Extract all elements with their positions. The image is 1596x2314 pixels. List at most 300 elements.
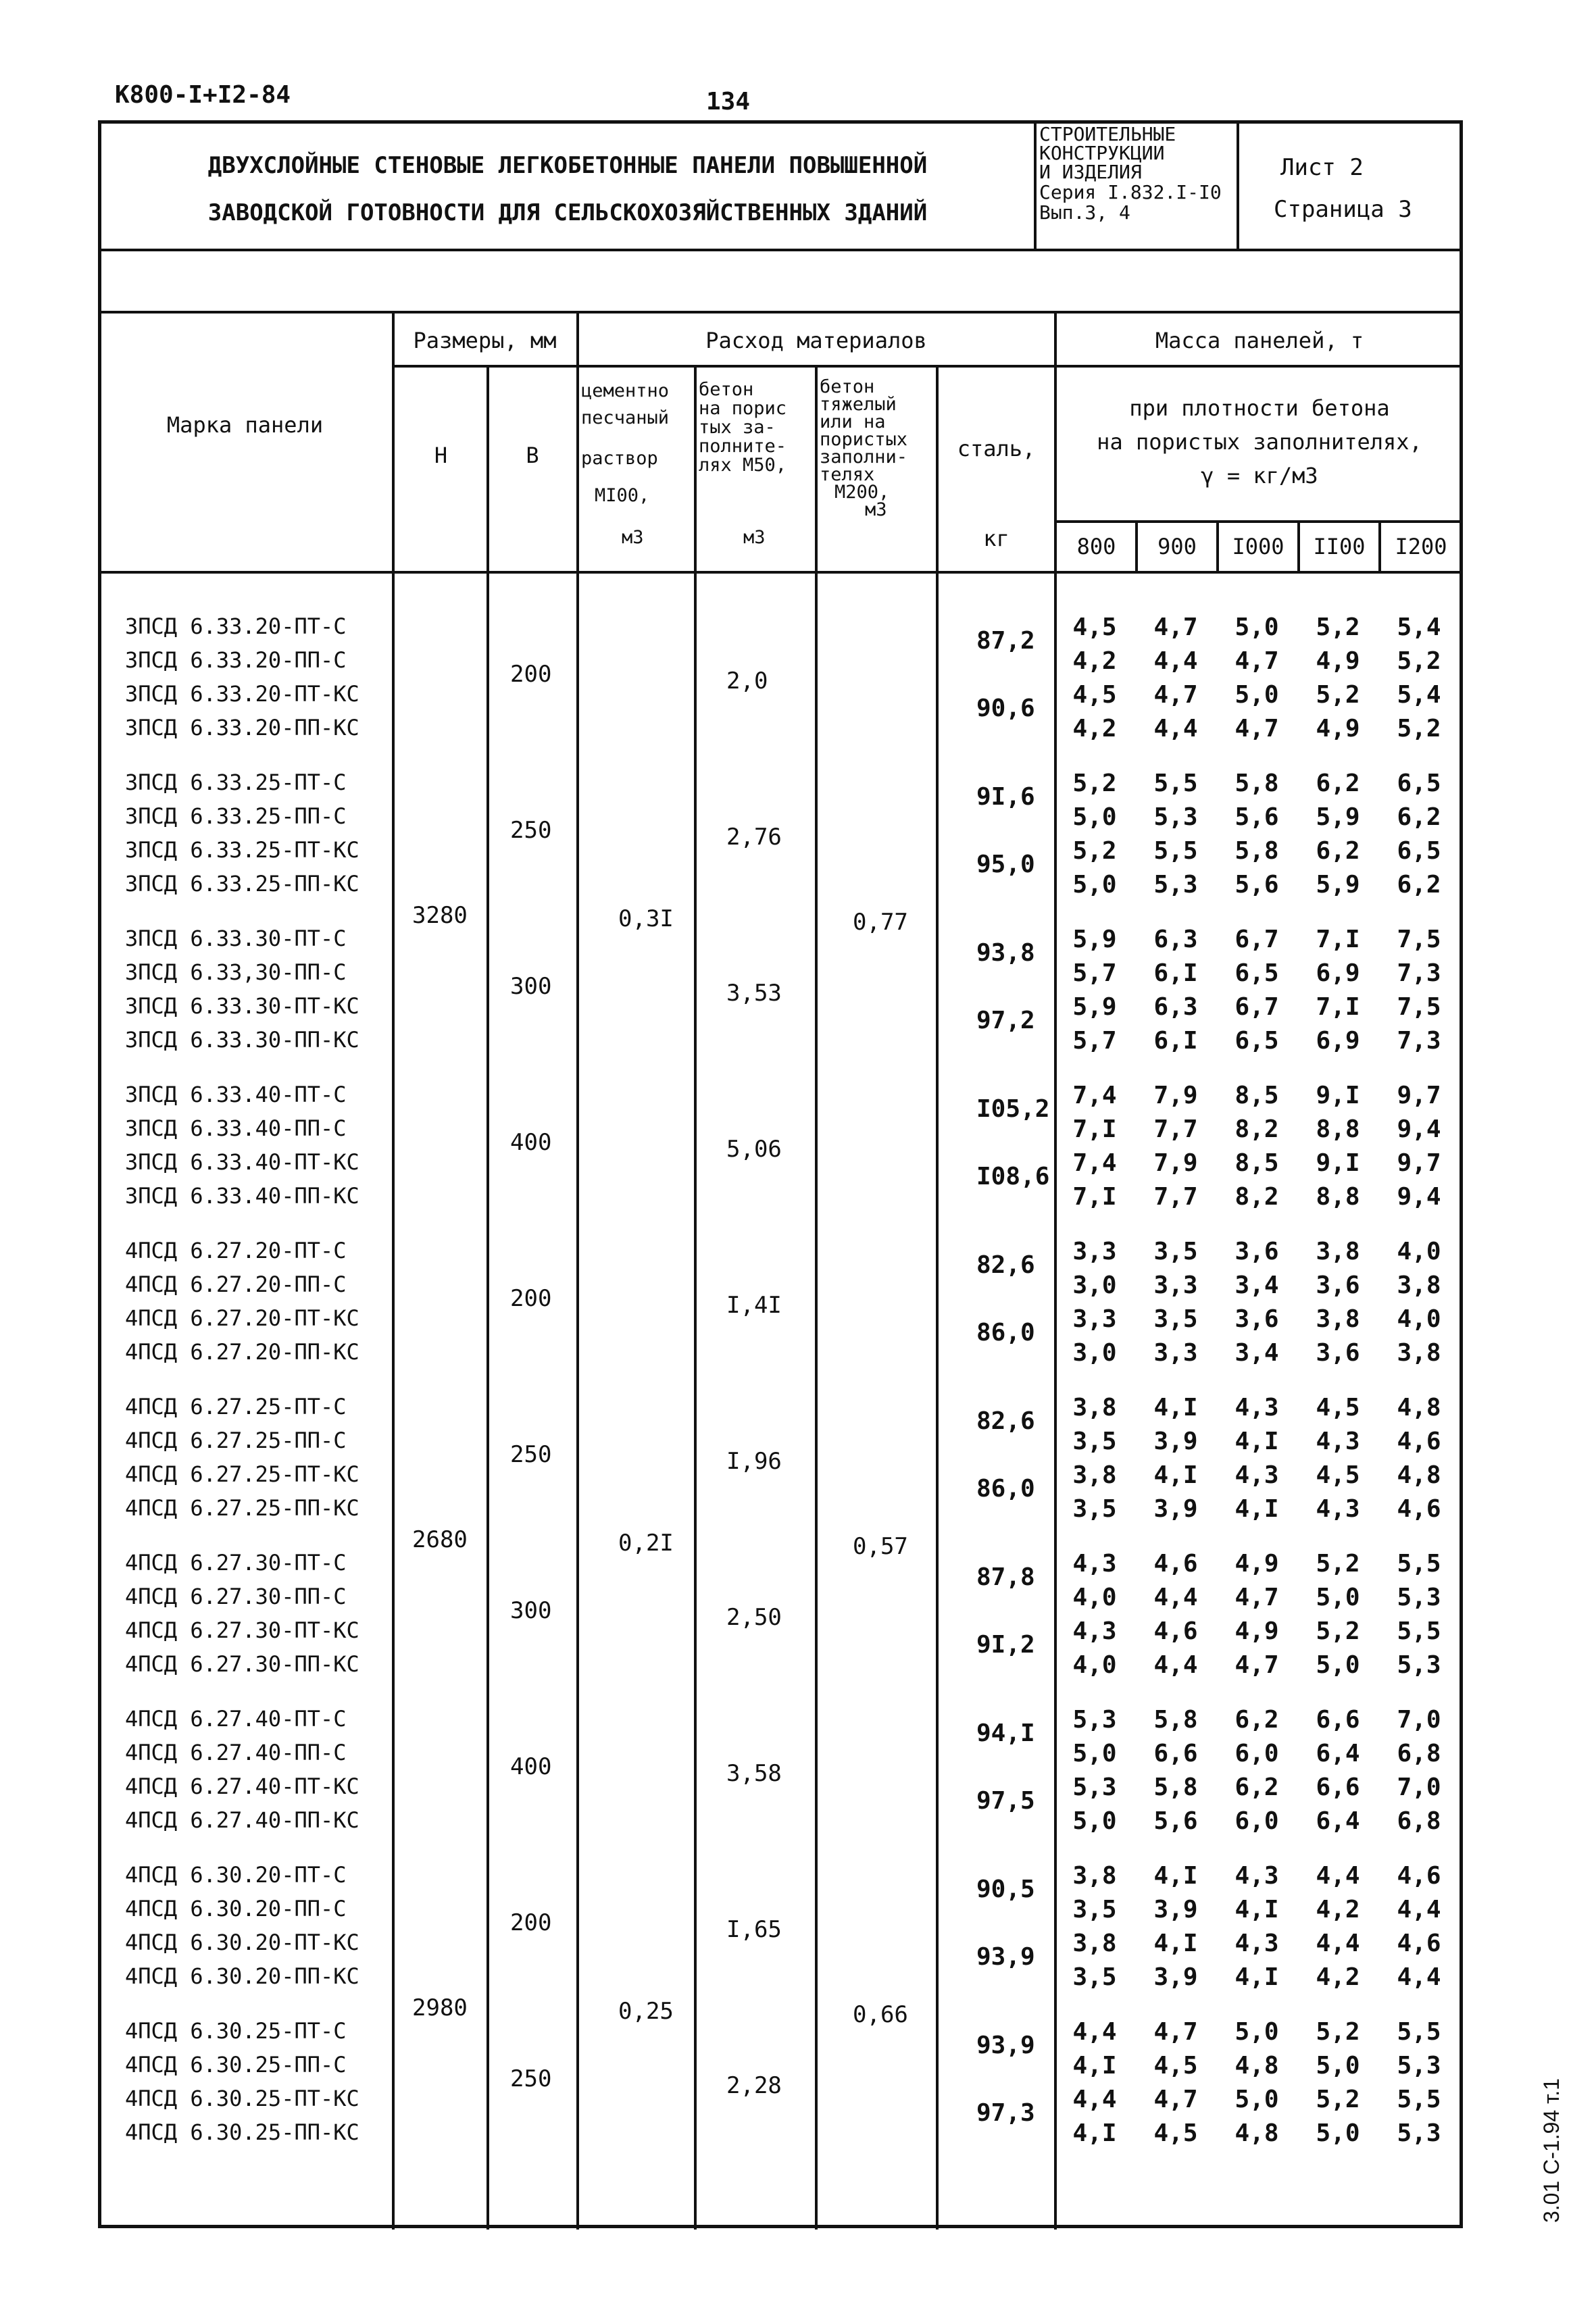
porous-concrete: 3,58 <box>726 1760 782 1787</box>
mass-value: 5,4 <box>1397 613 1441 641</box>
mass-value: 4,8 <box>1235 2119 1279 2147</box>
porous-line-3: тых за- <box>699 417 776 438</box>
mass-value: 4,4 <box>1153 647 1198 675</box>
b-size: 300 <box>510 1597 552 1624</box>
mass-value: 4,7 <box>1235 647 1279 675</box>
mass-value: 6,3 <box>1153 926 1198 953</box>
panel-mark: 3ПСД 6.33.20-ПП-КС <box>125 715 359 740</box>
porous-concrete: 2,0 <box>726 668 768 695</box>
mass-value: 4,4 <box>1316 1862 1360 1890</box>
mass-value: 5,3 <box>1397 2052 1441 2080</box>
mass-value: 5,5 <box>1153 770 1198 797</box>
mortar-line-3: раствор <box>581 448 658 469</box>
panel-mark: 3ПСД 6.33.20-ПП-С <box>125 647 347 673</box>
b-size: 200 <box>510 1285 552 1312</box>
b-size: 400 <box>510 1129 552 1156</box>
mortar-volume: 0,3I <box>618 905 674 932</box>
steel-value: 87,2 <box>976 627 1035 655</box>
mass-value: 3,4 <box>1235 1272 1279 1299</box>
mass-value: 4,5 <box>1153 2119 1198 2147</box>
mass-value: 4,I <box>1072 2119 1117 2147</box>
mass-value: 6,4 <box>1316 1807 1360 1835</box>
mass-value: 4,4 <box>1153 1651 1198 1679</box>
mass-value: 5,0 <box>1316 1651 1360 1679</box>
mass-value: 5,8 <box>1153 1706 1198 1734</box>
panel-mark: 4ПСД 6.27.30-ПП-С <box>125 1584 347 1609</box>
mass-value: 5,3 <box>1072 1706 1117 1734</box>
panel-mark: 4ПСД 6.27.30-ПП-КС <box>125 1651 359 1677</box>
mass-value: 6,2 <box>1397 803 1441 831</box>
mass-value: 5,2 <box>1397 715 1441 743</box>
divider <box>1237 120 1239 249</box>
heavy-line-2: тяжелый <box>820 394 897 415</box>
panel-mark: 3ПСД 6.33.25-ПТ-С <box>125 770 347 795</box>
mass-value: 7,4 <box>1072 1082 1117 1109</box>
mass-value: 5,0 <box>1235 2018 1279 2046</box>
mass-value: 3,5 <box>1072 1963 1117 1991</box>
porous-line-5: лях М50, <box>699 455 787 476</box>
panel-mark: 4ПСД 6.27.25-ПТ-С <box>125 1394 347 1419</box>
divider <box>576 311 579 2230</box>
title-line-2: ЗАВОДСКОЙ ГОТОВНОСТИ ДЛЯ СЕЛЬСКОХОЗЯЙСТВЕННЫХ ЗДАНИЙ <box>207 199 928 226</box>
porous-concrete: 5,06 <box>726 1136 782 1163</box>
mass-value: 6,2 <box>1316 770 1360 797</box>
divider <box>98 311 1463 313</box>
divider <box>1054 520 1463 523</box>
mortar-volume: 0,25 <box>618 1997 674 2025</box>
mass-value: 3,8 <box>1072 1862 1117 1890</box>
series-line-1: СТРОИТЕЛЬНЫЕ <box>1039 123 1176 145</box>
mass-value: 3,8 <box>1072 1930 1117 1957</box>
mass-value: 4,I <box>1235 1428 1279 1455</box>
heavy-concrete: 0,66 <box>853 2001 908 2028</box>
mass-value: 4,4 <box>1072 2086 1117 2113</box>
mass-value: 4,4 <box>1153 1584 1198 1611</box>
mass-value: 5,0 <box>1072 1807 1117 1835</box>
mass-value: 7,I <box>1072 1115 1117 1143</box>
mass-value: 4,9 <box>1235 1550 1279 1578</box>
panel-mark: 4ПСД 6.30.20-ПТ-КС <box>125 1930 359 1955</box>
steel-value: 90,6 <box>976 695 1035 722</box>
mass-value: 5,2 <box>1072 837 1117 865</box>
mortar-volume: 0,2I <box>618 1529 674 1557</box>
mass-value: 4,0 <box>1072 1584 1117 1611</box>
steel-value: 93,9 <box>976 1943 1035 1971</box>
mass-value: 5,4 <box>1397 681 1441 709</box>
mass-value: 5,8 <box>1235 770 1279 797</box>
panel-mark: 4ПСД 6.30.25-ПТ-С <box>125 2018 347 2044</box>
panel-mark: 4ПСД 6.30.20-ПП-С <box>125 1896 347 1921</box>
steel-value: 93,9 <box>976 2032 1035 2059</box>
panel-mark: 4ПСД 6.27.40-ПП-КС <box>125 1807 359 1833</box>
mass-value: 3,5 <box>1072 1896 1117 1923</box>
mass-value: 4,3 <box>1316 1428 1360 1455</box>
mass-value: 5,6 <box>1153 1807 1198 1835</box>
mass-value: 3,9 <box>1153 1495 1198 1523</box>
b-size: 200 <box>510 1909 552 1936</box>
heavy-unit: м3 <box>865 499 887 520</box>
h-size: 2680 <box>412 1526 468 1553</box>
divider <box>392 365 1463 368</box>
mass-value: 6,8 <box>1397 1740 1441 1767</box>
porous-concrete: 2,28 <box>726 2072 782 2099</box>
header-mark: Марка панели <box>166 412 324 438</box>
b-size: 250 <box>510 817 552 844</box>
divider <box>815 365 818 2230</box>
mass-value: 3,9 <box>1153 1896 1198 1923</box>
panel-mark: 4ПСД 6.27.25-ПТ-КС <box>125 1461 359 1487</box>
mass-value: 5,0 <box>1235 2086 1279 2113</box>
steel-value: 87,8 <box>976 1563 1035 1591</box>
mass-value: 5,3 <box>1397 1584 1441 1611</box>
b-size: 300 <box>510 973 552 1000</box>
steel-value: 97,2 <box>976 1007 1035 1034</box>
panel-mark: 4ПСД 6.27.30-ПТ-КС <box>125 1617 359 1643</box>
mass-value: 7,I <box>1316 926 1360 953</box>
mass-value: 4,9 <box>1235 1617 1279 1645</box>
header-steel-unit: кг <box>983 526 1009 551</box>
panel-mark: 4ПСД 6.27.25-ПП-КС <box>125 1495 359 1521</box>
b-size: 250 <box>510 2065 552 2092</box>
mass-value: 5,0 <box>1316 1584 1360 1611</box>
density-line-3: γ = кг/м3 <box>1201 463 1318 488</box>
mass-value: 5,0 <box>1235 613 1279 641</box>
mass-value: 3,5 <box>1153 1238 1198 1265</box>
mass-value: 5,0 <box>1072 803 1117 831</box>
page-label: Страница 3 <box>1274 196 1412 223</box>
mass-value: 4,6 <box>1153 1617 1198 1645</box>
header-steel: сталь, <box>957 436 1036 461</box>
mass-value: 4,I <box>1235 1495 1279 1523</box>
mass-value: 4,5 <box>1316 1461 1360 1489</box>
mass-value: 6,0 <box>1235 1807 1279 1835</box>
mass-value: 6,2 <box>1235 1774 1279 1801</box>
density-800: 800 <box>1076 534 1116 559</box>
mass-value: 4,7 <box>1153 613 1198 641</box>
mass-value: 9,4 <box>1397 1183 1441 1211</box>
mass-value: 6,2 <box>1235 1706 1279 1734</box>
mass-value: 4,I <box>1235 1963 1279 1991</box>
steel-value: 93,8 <box>976 939 1035 967</box>
mass-value: 4,7 <box>1235 1584 1279 1611</box>
mass-value: 4,4 <box>1072 2018 1117 2046</box>
steel-value: 86,0 <box>976 1475 1035 1503</box>
mass-value: 9,7 <box>1397 1149 1441 1177</box>
mass-value: 7,3 <box>1397 1027 1441 1055</box>
porous-line-2: на порис <box>699 398 787 419</box>
steel-value: 9I,6 <box>976 783 1035 811</box>
mass-value: 6,6 <box>1153 1740 1198 1767</box>
series-line-5: Вып.3, 4 <box>1039 201 1130 224</box>
mass-value: 3,0 <box>1072 1272 1117 1299</box>
mass-value: 6,3 <box>1153 993 1198 1021</box>
mass-value: 3,8 <box>1072 1394 1117 1422</box>
porous-concrete: I,4I <box>726 1292 782 1319</box>
mass-value: 3,8 <box>1072 1461 1117 1489</box>
b-size: 200 <box>510 661 552 688</box>
mass-value: 3,6 <box>1235 1238 1279 1265</box>
mass-value: 4,5 <box>1072 681 1117 709</box>
mass-value: 6,7 <box>1235 926 1279 953</box>
mortar-line-1: цементно <box>581 380 670 401</box>
mass-value: 4,I <box>1153 1862 1198 1890</box>
mass-value: 7,9 <box>1153 1149 1198 1177</box>
margin-note: 3.01 С-1.94 т.1 <box>1539 2078 1564 2223</box>
panel-mark: 3ПСД 6.33.30-ПТ-С <box>125 926 347 951</box>
steel-value: I05,2 <box>976 1095 1050 1123</box>
mass-value: 4,0 <box>1397 1305 1441 1333</box>
panel-mark: 4ПСД 6.27.40-ПП-С <box>125 1740 347 1765</box>
mass-value: 4,9 <box>1316 647 1360 675</box>
mass-value: 9,I <box>1316 1149 1360 1177</box>
mass-value: 3,8 <box>1397 1272 1441 1299</box>
mass-value: 4,2 <box>1072 647 1117 675</box>
porous-unit: м3 <box>743 527 766 548</box>
mass-value: 4,2 <box>1316 1896 1360 1923</box>
mass-value: 5,9 <box>1072 926 1117 953</box>
mass-value: 3,4 <box>1235 1339 1279 1367</box>
porous-concrete: I,65 <box>726 1916 782 1943</box>
mass-value: 5,3 <box>1153 871 1198 899</box>
panel-mark: 4ПСД 6.27.20-ПП-С <box>125 1272 347 1297</box>
divider <box>1034 120 1037 249</box>
mass-value: 5,2 <box>1316 1617 1360 1645</box>
heavy-line-6: телях <box>820 464 875 485</box>
mass-value: 4,4 <box>1397 1963 1441 1991</box>
mass-value: 5,5 <box>1153 837 1198 865</box>
mass-value: 3,9 <box>1153 1963 1198 1991</box>
panel-mark: 3ПСД 6.33.40-ПП-С <box>125 1115 347 1141</box>
panel-mark: 3ПСД 6.33.20-ПТ-КС <box>125 681 359 707</box>
heavy-line-5: заполни- <box>820 447 908 468</box>
mass-value: 5,6 <box>1235 803 1279 831</box>
panel-mark: 4ПСД 6.30.20-ПТ-С <box>125 1862 347 1888</box>
density-1000: I000 <box>1232 534 1285 559</box>
panel-mark: 3ПСД 6.33.25-ПП-КС <box>125 871 359 897</box>
mass-value: 6,I <box>1153 959 1198 987</box>
porous-concrete: I,96 <box>726 1448 782 1475</box>
density-line-2: на пористых заполнителях, <box>1097 429 1422 455</box>
mass-value: 4,6 <box>1397 1930 1441 1957</box>
mass-value: 6,5 <box>1397 770 1441 797</box>
mass-value: 4,8 <box>1235 2052 1279 2080</box>
mass-value: 4,I <box>1235 1896 1279 1923</box>
mass-value: 3,8 <box>1397 1339 1441 1367</box>
mass-value: 4,7 <box>1153 2018 1198 2046</box>
b-size: 250 <box>510 1441 552 1468</box>
heavy-line-1: бетон <box>820 376 875 397</box>
mass-value: 3,8 <box>1316 1305 1360 1333</box>
mass-value: 5,3 <box>1397 1651 1441 1679</box>
mass-value: 4,3 <box>1235 1862 1279 1890</box>
document-code: К800-I+I2-84 <box>115 81 291 109</box>
heavy-line-3: или на <box>820 411 886 432</box>
mass-value: 4,I <box>1153 1394 1198 1422</box>
mass-value: 5,2 <box>1316 681 1360 709</box>
mass-value: 5,9 <box>1072 993 1117 1021</box>
steel-value: 82,6 <box>976 1251 1035 1279</box>
divider <box>392 311 395 2230</box>
mass-value: 4,4 <box>1397 1896 1441 1923</box>
mass-value: 5,2 <box>1072 770 1117 797</box>
steel-value: 94,I <box>976 1719 1035 1747</box>
mass-value: 5,3 <box>1153 803 1198 831</box>
panel-mark: 4ПСД 6.30.25-ПТ-КС <box>125 2086 359 2111</box>
panel-mark: 3ПСД 6.33.30-ПТ-КС <box>125 993 359 1019</box>
header-mass: Масса панелей, т <box>1155 328 1364 353</box>
mass-value: 5,0 <box>1072 871 1117 899</box>
panel-mark: 3ПСД 6.33.40-ПТ-С <box>125 1082 347 1107</box>
mass-value: 5,6 <box>1235 871 1279 899</box>
mass-value: 7,9 <box>1153 1082 1198 1109</box>
mass-value: 6,6 <box>1316 1774 1360 1801</box>
mass-value: 7,7 <box>1153 1115 1198 1143</box>
mass-value: 6,0 <box>1235 1740 1279 1767</box>
steel-value: 97,3 <box>976 2099 1035 2127</box>
mass-value: 3,9 <box>1153 1428 1198 1455</box>
divider <box>1054 311 1057 2230</box>
density-line-1: при плотности бетона <box>1129 395 1390 421</box>
mass-value: 4,I <box>1153 1930 1198 1957</box>
mass-value: 4,3 <box>1235 1930 1279 1957</box>
mass-value: 4,2 <box>1316 1963 1360 1991</box>
mass-value: 6,8 <box>1397 1807 1441 1835</box>
header-b: В <box>526 443 539 468</box>
title-line-1: ДВУХСЛОЙНЫЕ СТЕНОВЫЕ ЛЕГКОБЕТОННЫЕ ПАНЕЛИ ПОВЫШЕННОЙ <box>207 152 928 179</box>
mass-value: 4,7 <box>1235 715 1279 743</box>
mass-value: 5,0 <box>1235 681 1279 709</box>
porous-line-4: полните- <box>699 436 787 457</box>
h-size: 3280 <box>412 901 468 929</box>
porous-line-1: бетон <box>699 379 754 400</box>
mass-value: 5,8 <box>1235 837 1279 865</box>
sheet-label: Лист 2 <box>1280 154 1364 181</box>
mass-value: 8,2 <box>1235 1115 1279 1143</box>
header-h: Н <box>434 443 448 468</box>
steel-value: I08,6 <box>976 1163 1050 1190</box>
mass-value: 4,4 <box>1153 715 1198 743</box>
mass-value: 4,0 <box>1397 1238 1441 1265</box>
divider <box>487 365 489 2230</box>
mass-value: 4,6 <box>1397 1495 1441 1523</box>
heavy-line-7: М200, <box>834 482 890 503</box>
mass-value: 7,0 <box>1397 1774 1441 1801</box>
steel-value: 90,5 <box>976 1876 1035 1903</box>
mass-value: 4,8 <box>1397 1394 1441 1422</box>
mass-value: 3,3 <box>1153 1272 1198 1299</box>
density-1200: I200 <box>1395 534 1447 559</box>
mass-value: 4,6 <box>1397 1428 1441 1455</box>
mass-value: 6,5 <box>1397 837 1441 865</box>
mass-value: 3,5 <box>1072 1428 1117 1455</box>
mass-value: 7,4 <box>1072 1149 1117 1177</box>
panel-mark: 3ПСД 6.33,30-ПП-С <box>125 959 347 985</box>
mass-value: 4,0 <box>1072 1651 1117 1679</box>
density-1100: II00 <box>1313 534 1366 559</box>
panel-mark: 3ПСД 6.33.40-ПТ-КС <box>125 1149 359 1175</box>
mass-value: 4,4 <box>1316 1930 1360 1957</box>
mass-value: 3,3 <box>1072 1238 1117 1265</box>
panel-mark: 3ПСД 6.33.25-ПП-С <box>125 803 347 829</box>
mass-value: 4,7 <box>1153 681 1198 709</box>
steel-value: 9I,2 <box>976 1631 1035 1659</box>
mass-value: 6,9 <box>1316 1027 1360 1055</box>
panel-mark: 4ПСД 6.27.40-ПТ-С <box>125 1706 347 1732</box>
mass-value: 5,7 <box>1072 1027 1117 1055</box>
mass-value: 5,7 <box>1072 959 1117 987</box>
mass-value: 3,5 <box>1072 1495 1117 1523</box>
mortar-unit: м3 <box>622 527 644 548</box>
mass-value: 6,5 <box>1235 959 1279 987</box>
divider <box>98 249 1463 251</box>
panel-mark: 3ПСД 6.33.20-ПТ-С <box>125 613 347 639</box>
steel-value: 82,6 <box>976 1407 1035 1435</box>
mass-value: 3,0 <box>1072 1339 1117 1367</box>
mass-value: 9,7 <box>1397 1082 1441 1109</box>
mass-value: 5,2 <box>1316 2086 1360 2113</box>
mass-value: 6,5 <box>1235 1027 1279 1055</box>
panel-mark: 4ПСД 6.27.20-ПП-КС <box>125 1339 359 1365</box>
mass-value: 4,I <box>1072 2052 1117 2080</box>
mass-value: 5,9 <box>1316 803 1360 831</box>
mass-value: 7,5 <box>1397 926 1441 953</box>
page-number: 134 <box>706 88 751 116</box>
mass-value: 5,0 <box>1316 2119 1360 2147</box>
panel-mark: 3ПСД 6.33.40-ПП-КС <box>125 1183 359 1209</box>
panel-mark: 4ПСД 6.30.25-ПП-КС <box>125 2119 359 2145</box>
panel-mark: 3ПСД 6.33.25-ПТ-КС <box>125 837 359 863</box>
series-line-2: КОНСТРУКЦИИ <box>1039 142 1165 164</box>
mass-value: 8,8 <box>1316 1183 1360 1211</box>
panel-mark: 4ПСД 6.27.30-ПТ-С <box>125 1550 347 1576</box>
density-900: 900 <box>1157 534 1197 559</box>
mass-value: 7,7 <box>1153 1183 1198 1211</box>
mass-value: 5,5 <box>1397 1617 1441 1645</box>
mass-value: 5,8 <box>1153 1774 1198 1801</box>
mass-value: 4,8 <box>1397 1461 1441 1489</box>
porous-concrete: 2,50 <box>726 1604 782 1631</box>
header-materials: Расход материалов <box>705 328 927 353</box>
divider <box>98 571 1463 574</box>
mass-value: 6,9 <box>1316 959 1360 987</box>
mass-value: 4,I <box>1153 1461 1198 1489</box>
panel-mark: 4ПСД 6.27.20-ПТ-С <box>125 1238 347 1263</box>
mass-value: 5,5 <box>1397 2018 1441 2046</box>
mass-value: 8,2 <box>1235 1183 1279 1211</box>
h-size: 2980 <box>412 1994 468 2021</box>
mass-value: 8,8 <box>1316 1115 1360 1143</box>
mass-value: 8,5 <box>1235 1149 1279 1177</box>
mass-value: 4,3 <box>1072 1617 1117 1645</box>
mass-value: 6,6 <box>1316 1706 1360 1734</box>
mass-value: 7,0 <box>1397 1706 1441 1734</box>
mass-value: 5,0 <box>1072 1740 1117 1767</box>
mortar-line-4: МI00, <box>595 485 650 506</box>
mass-value: 4,3 <box>1235 1394 1279 1422</box>
panel-mark: 4ПСД 6.30.20-ПП-КС <box>125 1963 359 1989</box>
mass-value: 3,3 <box>1153 1339 1198 1367</box>
mass-value: 3,8 <box>1316 1238 1360 1265</box>
b-size: 400 <box>510 1753 552 1780</box>
mass-value: 3,6 <box>1316 1272 1360 1299</box>
steel-value: 86,0 <box>976 1319 1035 1347</box>
steel-value: 97,5 <box>976 1787 1035 1815</box>
mass-value: 5,2 <box>1316 2018 1360 2046</box>
mass-value: 9,I <box>1316 1082 1360 1109</box>
mass-value: 3,3 <box>1072 1305 1117 1333</box>
mass-value: 4,5 <box>1153 2052 1198 2080</box>
mass-value: 4,6 <box>1397 1862 1441 1890</box>
